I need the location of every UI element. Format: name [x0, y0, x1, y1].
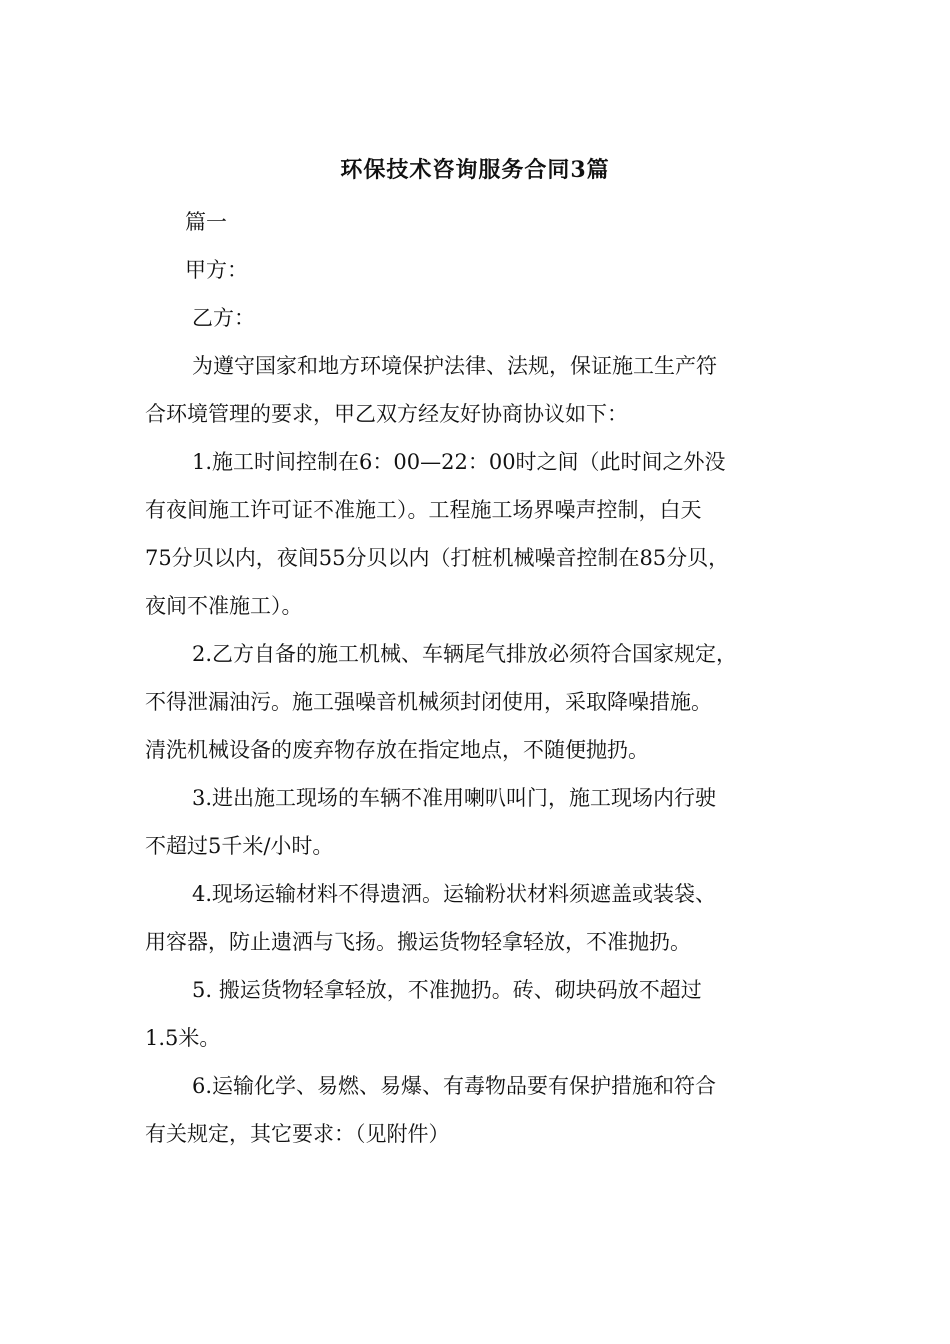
clause-line: 用容器，防止遗洒与飞扬。搬运货物轻拿轻放，不准抛扔。	[145, 930, 691, 954]
preamble-line: 为遵守国家和地方环境保护法律、法规，保证施工生产符	[192, 354, 717, 378]
document-title: 环保技术咨询服务合同3篇	[340, 157, 610, 183]
party-b-label: 乙方：	[192, 306, 255, 330]
clause-line: 有关规定，其它要求：（见附件）	[145, 1122, 450, 1146]
clause-line: 5. 搬运货物轻拿轻放，不准抛扔。砖、砌块码放不超过	[192, 978, 702, 1002]
document-body	[145, 198, 805, 1158]
clause-line: 3.进出施工现场的车辆不准用喇叭叫门，施工现场内行驶	[192, 786, 717, 810]
clause-line: 6.运输化学、易燃、易爆、有毒物品要有保护措施和符合	[192, 1074, 717, 1098]
clause-line: 1.施工时间控制在6：00—22：00时之间（此时间之外没	[192, 450, 726, 474]
clause-line: 清洗机械设备的废弃物存放在指定地点，不随便抛扔。	[145, 738, 649, 762]
clause-line: 夜间不准施工）。	[145, 594, 303, 618]
clause-line: 不得泄漏油污。施工强噪音机械须封闭使用，采取降噪措施。	[145, 690, 712, 714]
clause-line: 不超过5千米/小时。	[145, 834, 334, 858]
party-a-label: 甲方：	[185, 258, 248, 282]
section-heading: 篇一	[185, 210, 227, 234]
clause-line: 2.乙方自备的施工机械、车辆尾气排放必须符合国家规定，	[192, 642, 738, 666]
clause-line: 4.现场运输材料不得遗洒。运输粉状材料须遮盖或装袋、	[192, 882, 717, 906]
clause-line: 有夜间施工许可证不准施工）。工程施工场界噪声控制，白天	[145, 498, 702, 522]
preamble-line: 合环境管理的要求，甲乙双方经友好协商协议如下：	[145, 402, 628, 426]
clause-line: 1.5米。	[145, 1026, 221, 1050]
clause-line: 75分贝以内，夜间55分贝以内（打桩机械噪音控制在85分贝，	[145, 546, 730, 570]
